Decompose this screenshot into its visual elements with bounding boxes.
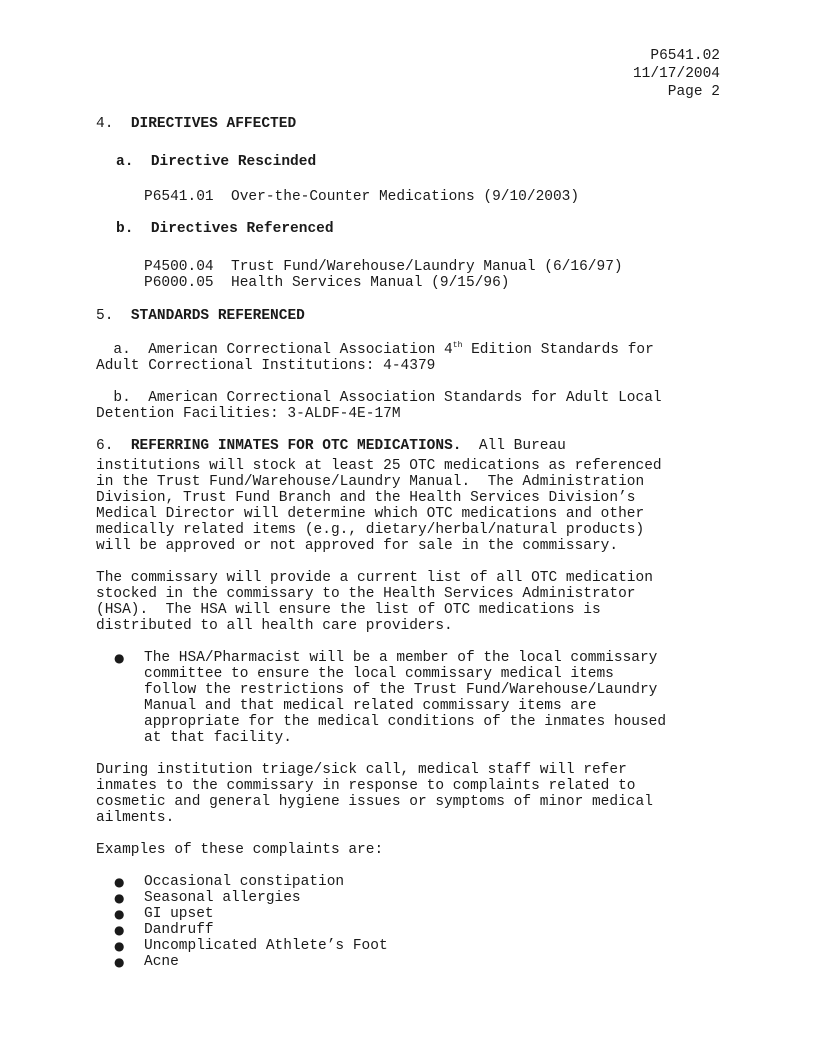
ordinal-suffix: th <box>452 341 463 351</box>
bullet-icon: ● <box>114 939 125 953</box>
section-5-heading <box>96 308 305 324</box>
subsection-label: b. <box>116 221 134 237</box>
bullet-icon: ● <box>114 891 125 905</box>
directive-text: Health Services Manual (9/15/96) <box>231 275 510 291</box>
paragraph-line: stocked in the commissary to the Health Services Administrator <box>96 586 636 602</box>
bullet-line: Manual and that medical related commissary items are <box>144 698 597 714</box>
subsection-label: a. <box>116 154 134 170</box>
section-intro-tail: All Bureau <box>461 438 566 454</box>
directive-text: Over-the-Counter Medications (9/10/2003) <box>231 189 580 205</box>
directive-item <box>144 189 579 205</box>
directive-code: P6541.01 <box>144 189 214 205</box>
paragraph-line: in the Trust Fund/Warehouse/Laundry Manual. The Administration <box>96 474 645 490</box>
document-number: P6541.02 <box>650 48 720 64</box>
section-number: 5. <box>96 308 114 324</box>
subsection-b-heading <box>116 221 334 237</box>
section-title: STANDARDS REFERENCED <box>130 308 305 324</box>
directive-item <box>144 259 623 275</box>
list-item: Seasonal allergies <box>144 890 301 906</box>
section-number: 6. <box>96 438 114 454</box>
directive-item <box>144 275 509 291</box>
section-title: DIRECTIVES AFFECTED <box>130 116 297 132</box>
directive-code: P6000.05 <box>144 275 214 291</box>
section-4-heading <box>96 116 296 132</box>
bullet-icon: ● <box>114 875 125 889</box>
list-item: GI upset <box>144 906 214 922</box>
bullet-line: committee to ensure the local commissary medical items <box>144 666 614 682</box>
document-date: 11/17/2004 <box>632 66 720 82</box>
paragraph-line: medically related items (e.g., dietary/herbal/natural products) <box>96 522 645 538</box>
section-title: REFERRING INMATES FOR OTC MEDICATIONS. <box>130 438 462 454</box>
paragraph-line: During institution triage/sick call, medical staff will refer <box>96 762 627 778</box>
bullet-line: follow the restrictions of the Trust Fund/Warehouse/Laundry <box>144 682 658 698</box>
bullet-line: at that facility. <box>144 730 292 746</box>
paragraph-line: ailments. <box>96 810 175 826</box>
subsection-a-heading <box>116 154 316 170</box>
paragraph-line: (HSA). The HSA will ensure the list of OTC medications is <box>96 602 601 618</box>
list-item: Acne <box>144 954 179 970</box>
directive-code: P4500.04 <box>144 259 214 275</box>
subsection-title: Directive Rescinded <box>150 154 317 170</box>
paragraph-line: inmates to the commissary in response to complaints related to <box>96 778 636 794</box>
standard-b-line1: b. American Correctional Association Standards for Adult Local <box>96 390 662 406</box>
bullet-icon: ● <box>114 651 125 665</box>
standard-a-line1: a. American Correctional Association 4th Edition Standards for <box>96 341 654 358</box>
standard-b-line2: Detention Facilities: 3-ALDF-4E-17M <box>96 406 401 422</box>
bullet-icon: ● <box>114 955 125 969</box>
paragraph-line: distributed to all health care providers. <box>96 618 453 634</box>
examples-intro: Examples of these complaints are: <box>96 842 384 858</box>
section-number: 4. <box>96 116 114 132</box>
list-item: Dandruff <box>144 922 214 938</box>
directive-text: Trust Fund/Warehouse/Laundry Manual (6/16/97) <box>231 259 623 275</box>
list-item: Occasional constipation <box>144 874 345 890</box>
bullet-line: The HSA/Pharmacist will be a member of the local commissary <box>144 650 658 666</box>
paragraph-line: Division, Trust Fund Branch and the Health Services Division’s <box>96 490 636 506</box>
paragraph-line: institutions will stock at least 25 OTC medications as referenced <box>96 458 662 474</box>
list-item: Uncomplicated Athlete’s Foot <box>144 938 388 954</box>
bullet-icon: ● <box>114 923 125 937</box>
paragraph-line: The commissary will provide a current list of all OTC medication <box>96 570 653 586</box>
bullet-line: appropriate for the medical conditions of the inmates housed <box>144 714 667 730</box>
subsection-title: Directives Referenced <box>150 221 334 237</box>
paragraph-line: Medical Director will determine which OTC medications and other <box>96 506 645 522</box>
paragraph-line: will be approved or not approved for sale in the commissary. <box>96 538 619 554</box>
page-number: Page 2 <box>667 84 720 100</box>
paragraph-line: cosmetic and general hygiene issues or symptoms of minor medical <box>96 794 653 810</box>
section-6-heading <box>96 438 566 454</box>
bullet-icon: ● <box>114 907 125 921</box>
standard-a-line2: Adult Correctional Institutions: 4-4379 <box>96 358 436 374</box>
